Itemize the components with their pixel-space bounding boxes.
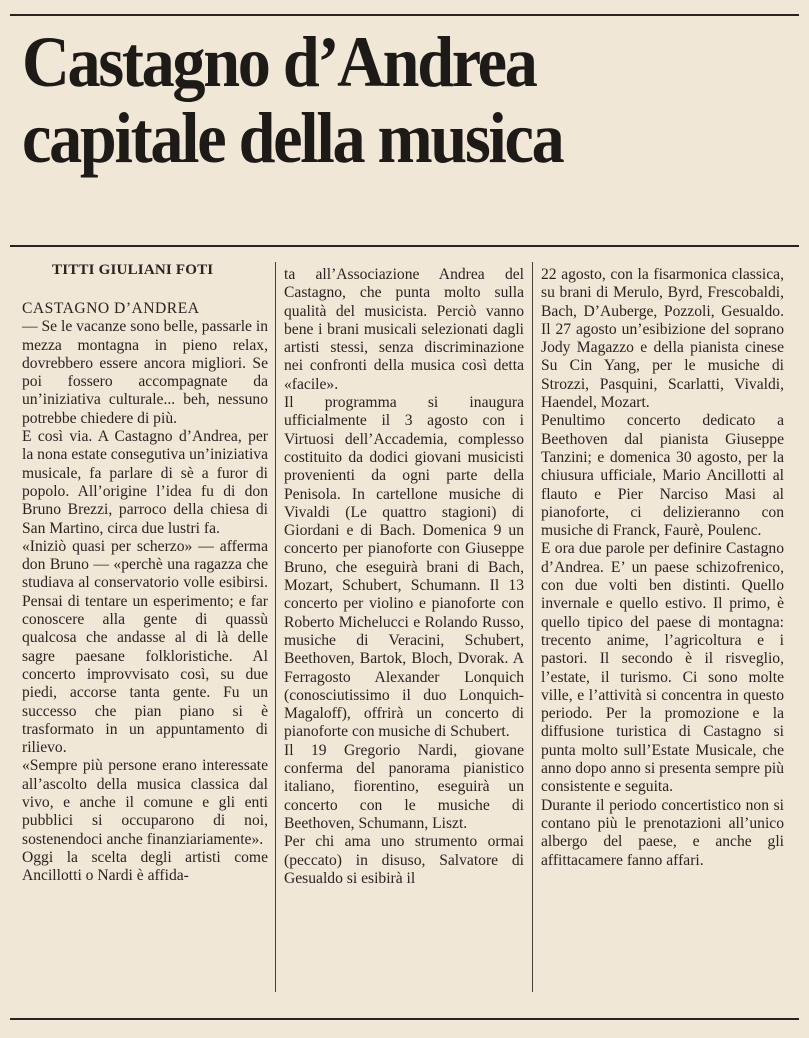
headline-line-1: Castagno d’Andrea [22, 22, 536, 102]
paragraph: 22 agosto, con la fisarmonica classica, su brani di Merulo, Byrd, Frescobaldi, Bach, D’Auberge, Pozzoli, Gesualdo. Il 27 agosto un’esibizione del soprano Jody Magazzo e della pianista cinese Su Cin Yang, per le musiche di Strozzi, Pasquini, Scarlatti, Vivaldi, Haendel, Mozart. [541, 266, 784, 412]
paragraph: Il 19 Gregorio Nardi, giovane conferma del panorama pianistico italiano, fiorentino, eseguirà un concerto con le musiche di Beethoven, Schumann, Liszt. [284, 741, 524, 832]
paragraph: Durante il periodo concertistico non si contano più le prenotazioni all’unico albergo del paese, e anche gli affittacamere fanno affari. [541, 796, 784, 869]
paragraph: «Sempre più persone erano interessate all’ascolto della musica classica dal vivo, e anche il comune e gli enti pubblici si occuparono di noi, sostenendoci anche finanziariamente». [22, 757, 268, 848]
top-rule [10, 14, 799, 16]
paragraph: E così via. A Castagno d’Andrea, per la nona estate consegutiva un’iniziativa musicale, fa parlare di sè a furor di popolo. All’origine l’idea fu di don Bruno Brezzi, parroco della chiesa di San Martino, circa due lustri fa. [22, 428, 268, 537]
paragraph: ta all’Associazione Andrea del Castagno, che punta molto sulla qualità del musicista. Perciò vanno bene i brani musicali selezionati dagli artisti stessi, senza discriminazione nei confronti della musica così detta «facile». [284, 266, 524, 393]
column-divider-1 [275, 262, 276, 992]
paragraph: «Iniziò quasi per scherzo» — afferma don Bruno — «perchè una ragazza che studiava al conservatorio volle esibirsi. Pensai di tentare un esperimento; e far conoscere alla gente di quassù qualcosa che andasse al di là delle sagre paesane folkloristiche. Al concerto improvvisato così, su due piedi, accorse tanta gente. Fu un successo che pian piano si è trasformato in un appuntamento di rilievo. [22, 537, 268, 757]
paragraph: Oggi la scelta degli artisti come Ancillotti o Nardi è affida- [22, 848, 268, 885]
paragraph: E ora due parole per definire Castagno d’Andrea. E’ un paese schizofrenico, con due volti ben distinti. Quello invernale e quello estivo. Il primo, è quello tipico del paese di montagna: trecento anime, l’agricoltura e i pastori. Il secondo è il risveglio, l’estate, il turismo. Ci sono molte ville, e l’attività si concentra in questo periodo. Per la promozione e la diffusione turistica di Castagno si punta molto sull’Estate Musicale, che anno dopo anno si presenta sempre più consistente e seguita. [541, 540, 784, 796]
headline-rule [10, 245, 799, 247]
headline [22, 24, 730, 176]
dateline: CASTAGNO D’ANDREA [22, 300, 200, 317]
article-column-1 [22, 300, 268, 886]
paragraph: Per chi ama uno strumento ormai (peccato) in disuso, Salvatore di Gesualdo si esibirà il [284, 833, 524, 887]
bottom-rule [10, 1018, 799, 1020]
byline: TITTI GIULIANI FOTI [52, 262, 214, 278]
paragraph: — Se le vacanze sono belle, passarle in mezza montagna in pieno relax, dovrebbero essere ancora migliori. Se poi fossero accompagnate da un’iniziativa culturale... beh, nessuno potrebbe chiedere di più. [22, 318, 268, 427]
article-column-2 [284, 266, 524, 888]
column-divider-2 [532, 262, 533, 992]
headline-line-2: capitale della musica [22, 98, 563, 178]
article-column-3 [541, 266, 784, 870]
paragraph: Penultimo concerto dedicato a Beethoven dal pianista Giuseppe Tanzini; e domenica 30 agosto, per la chiusura ufficiale, Mario Ancillotti al flauto e Pier Narciso Masi al pianoforte, ci delizieranno con musiche di Franck, Faurè, Poulenc. [541, 412, 784, 540]
paragraph: Il programma si inaugura ufficialmente il 3 agosto con i Virtuosi dell’Accademia, complesso costituito da dodici giovani musicisti provenienti da ogni parte della Penisola. In cartellone musiche di Vivaldi (Le quattro stagioni) di Giordani e di Bach. Domenica 9 un concerto per pianoforte con Giuseppe Bruno, che eseguirà brani di Bach, Mozart, Schubert, Schumann. Il 13 concerto per violino e pianoforte con Roberto Michelucci e Rolando Russo, musiche di Veracini, Schubert, Beethoven, Bartok, Bloch, Dvorak. A Ferragosto Alexander Lonquich (conosciutissimo il duo Lonquich-Magaloff), offrirà un concerto di pianoforte con musiche di Schubert. [284, 394, 524, 741]
